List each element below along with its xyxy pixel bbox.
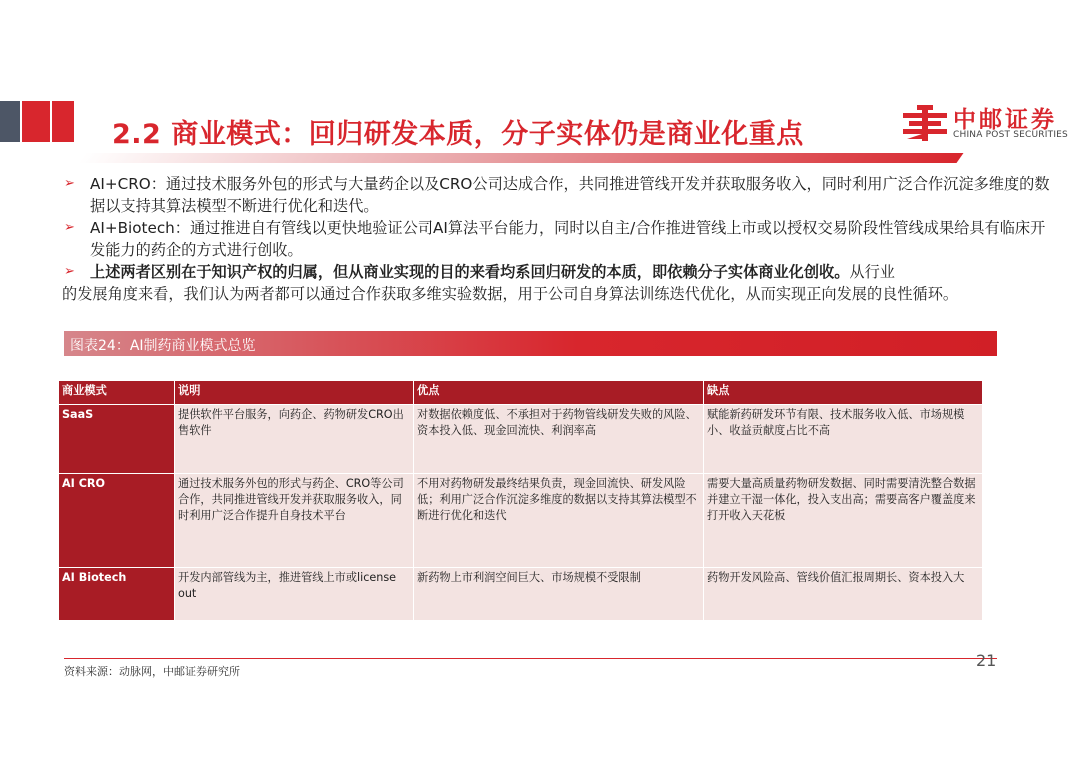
arrow-bullet-icon: ➢ — [64, 176, 75, 191]
column-header: 缺点 — [704, 381, 983, 405]
description-cell: 提供软件平台服务，向药企、药物研发CRO出售软件 — [175, 405, 414, 474]
bullet-list — [64, 173, 1059, 305]
header-decor-red-block — [22, 101, 50, 142]
company-logo — [903, 101, 1073, 145]
page-title: 2.2 商业模式：回归研发本质，分子实体仍是商业化重点 — [112, 119, 804, 150]
page-number: 21 — [976, 651, 997, 670]
column-header: 商业模式 — [59, 381, 175, 405]
source-note: 资料来源：动脉网，中邮证券研究所 — [64, 665, 240, 678]
logo-name-en: CHINA POST SECURITIES — [953, 130, 1068, 140]
bullet-text: AI+Biotech：通过推进自有管线以更快地验证公司AI算法平台能力，同时以自主/合作推进管线上市或以授权交易阶段性管线成果给具有临床开发能力的药企的方式进行创收。 — [90, 219, 1046, 259]
cons-cell: 赋能新药研发环节有限、技术服务收入低、市场规模小、收益贡献度占比不高 — [704, 405, 983, 474]
title-underline-decor — [78, 153, 963, 163]
model-name-cell: AI CRO — [59, 474, 175, 568]
pros-cell: 对数据依赖度低、不承担对于药物管线研发失败的风险、资本投入低、现金回流快、利润率高 — [414, 405, 704, 474]
model-name-cell: SaaS — [59, 405, 175, 474]
table-row — [59, 474, 983, 568]
header-decor-red-block — [52, 101, 74, 142]
column-header: 优点 — [414, 381, 704, 405]
pros-cell: 新药物上市利润空间巨大、市场规模不受限制 — [414, 568, 704, 621]
business-model-table — [58, 380, 983, 621]
bullet-item-ai-biotech — [64, 217, 1059, 261]
bullet-item-ai-cro — [64, 173, 1059, 217]
cons-cell: 需要大量高质量药物研发数据、同时需要清洗整合数据并建立干湿一体化，投入支出高；需要高客户覆盖度来打开收入天花板 — [704, 474, 983, 568]
arrow-bullet-icon: ➢ — [64, 220, 75, 235]
description-cell: 开发内部管线为主，推进管线上市或license out — [175, 568, 414, 621]
description-cell: 通过技术服务外包的形式与药企、CRO等公司合作，共同推进管线开发并获取服务收入，同时利用广泛合作提升自身技术平台 — [175, 474, 414, 568]
table-header-row — [59, 381, 983, 405]
figure-title: 图表24：AI制药商业模式总览 — [70, 338, 256, 354]
figure-title-bar — [64, 331, 997, 356]
cons-cell: 药物开发风险高、管线价值汇报周期长、资本投入大 — [704, 568, 983, 621]
logo-name-cn: 中邮证券 — [953, 107, 1057, 133]
pros-cell: 不用对药物研发最终结果负责，现金回流快、研发风险低；利用广泛合作沉淀多维度的数据以支持其算法模型不断进行优化和迭代 — [414, 474, 704, 568]
model-name-cell: AI Biotech — [59, 568, 175, 621]
column-header: 说明 — [175, 381, 414, 405]
arrow-bullet-icon: ➢ — [64, 264, 75, 279]
bullet-text: AI+CRO：通过技术服务外包的形式与大量药企以及CRO公司达成合作，共同推进管线开发并获取服务收入，同时利用广泛合作沉淀多维度的数据以支持其算法模型不断进行优化和迭代。 — [90, 175, 1050, 215]
figure-bottom-rule — [64, 658, 997, 659]
bullet-bold-text: 上述两者区别在于知识产权的归属，但从商业实现的目的来看均系回归研发的本质，即依赖分子实体商业化创收。 — [90, 263, 850, 281]
china-post-logo-icon — [903, 103, 947, 143]
bullet-continuation-text: 的发展角度来看，我们认为两者都可以通过合作获取多维实验数据，用于公司自身算法训练迭代优化，从而实现正向发展的良性循环。 — [62, 285, 959, 303]
table-row — [59, 405, 983, 474]
bullet-text: 从行业 — [849, 263, 895, 281]
header-decor-gray-block — [0, 101, 20, 142]
table-row — [59, 568, 983, 621]
bullet-item-summary — [64, 261, 1059, 283]
